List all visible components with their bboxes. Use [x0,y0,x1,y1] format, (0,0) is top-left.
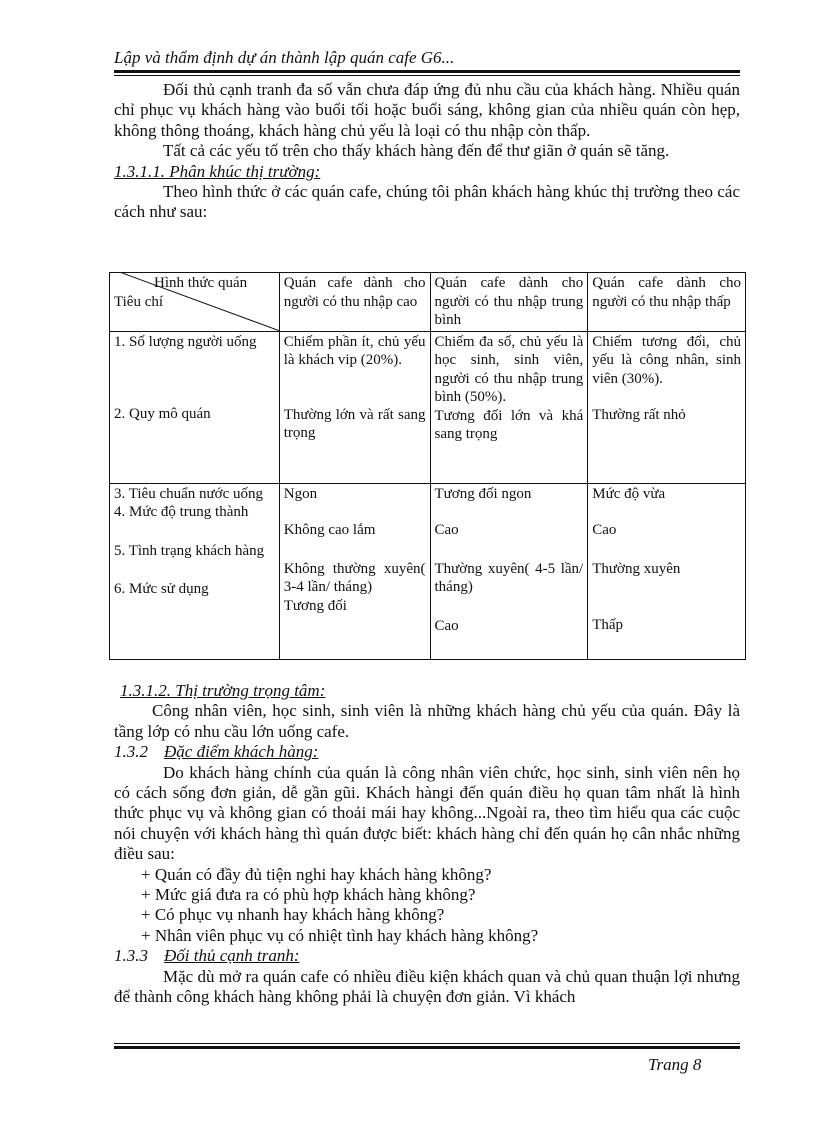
column-header-high: Quán cafe dành cho người có thu nhập cao [279,273,430,332]
section-133-number: 1.3.3 [114,946,148,966]
criteria-cell [110,331,280,483]
footer-rule-thin [114,1043,740,1044]
header-rule-thin [114,75,740,76]
criterion-2: 2. Quy mô quán [114,406,211,422]
section-1311-heading [114,162,740,182]
mid-cell [430,331,588,483]
intro-block [114,80,740,223]
lower-block [114,681,740,1008]
column-header-low: Quán cafe dành cho người có thu nhập thấp [588,273,746,332]
section-133-text: Mặc dù mở ra quán cafe có nhiều điều kiện khách quan và chủ quan thuận lợi nhưng để thành công khách hàng không phải là chuyện đơn giản. Vì khách [114,966,740,1007]
section-1312-heading [114,681,740,701]
high-cell [279,331,430,483]
high-cell [279,483,430,659]
high-criterion-5: Không thường xuyên( 3-4 lần/ tháng) [283,560,426,595]
diagonal-divider [110,273,280,331]
low-criterion-2: Thường rất nhỏ [592,407,686,423]
list-item: + Mức giá đưa ra có phù hợp khách hàng không? [141,885,476,905]
intro-paragraph-2: Tất cả các yếu tố trên cho thấy khách hàng đến để thư giãn ở quán sẽ tăng. [163,141,670,161]
low-criterion-5: Thường xuyên [592,560,681,577]
high-criterion-4: Không cao lắm [283,522,376,538]
high-criterion-6: Tương đối [283,597,347,614]
section-133-heading [114,946,740,966]
market-segment-table [109,272,746,660]
list-item: + Có phục vụ nhanh hay khách hàng không? [141,905,445,925]
high-criterion-3: Ngon [283,485,318,502]
list-item: + Quán có đầy đủ tiện nghi hay khách hàng không? [141,864,492,884]
corner-top-label: Hình thức quán [154,275,248,291]
section-133-heading-text: Đối thủ cạnh tranh: [164,946,300,966]
section-132-text: Do khách hàng chính của quán là công nhân viên chức, học sinh, sinh viên nên họ có cách sống đơn giản, dễ gần gũi. Khách hàngi đến quán điều họ quan tâm nhất là hình thức phục vụ và không gian có thoải mái hay không...Ngoài ra, theo tìm hiểu qua các cuộc nói chuyện với khách hàng thì quán được biết: khách hàng chỉ đến quán họ cân nhắc những điều sau: [114,762,740,864]
section-132-number: 1.3.2 [114,742,148,762]
table-header-row [110,273,746,332]
running-header: Lập và thẩm định dự án thành lập quán cafe G6... [114,48,455,67]
mid-criterion-4: Cao [434,522,459,538]
mid-criterion-6: Cao [434,617,459,634]
section-132-heading [114,742,740,762]
criterion-1: 1. Số lượng người uống [114,333,257,350]
table-row [110,483,746,659]
criteria-cell [110,483,280,659]
mid-criterion-3: Tương đối ngon [434,485,532,502]
low-criterion-1: Chiếm tương đối, chủ yếu là công nhân, sinh viên (30%). [592,333,741,387]
section-1312-text: Công nhân viên, học sinh, sinh viên là những khách hàng chủ yếu của quán. Đây là tầng lớp có nhu cầu lớn uống cafe. [114,701,740,741]
intro-paragraph-1: Đối thủ cạnh tranh đa số vẫn chưa đáp ứng đủ nhu cầu của khách hàng. Nhiều quán chỉ phục vụ khách hàng vào buổi tối hoặc buổi sáng, không gian của nhiều quán còn hẹp, không thông thoáng, khách hàng chủ yếu là loại có thu nhập còn thấp. [114,80,740,140]
mid-criterion-1: Chiếm đa số, chủ yếu là học sinh, sinh viên, người có thu nhập trung bình (50%). [434,333,584,405]
high-criterion-2: Thường lớn và rất sang trọng [283,406,426,441]
table-row [110,331,746,483]
low-criterion-4: Cao [592,522,617,538]
low-criterion-6: Thấp [592,617,624,633]
section-1311-heading-text: 1.3.1.1. Phân khúc thị trường: [114,161,321,181]
section-1312-heading-text: 1.3.1.2. Thị trường trọng tâm: [120,681,326,700]
mid-criterion-2: Tương đối lớn và khá sang trọng [434,407,584,442]
criterion-6: 6. Mức sử dụng [114,581,209,597]
criterion-3: 3. Tiêu chuẩn nước uống [114,485,263,502]
low-criterion-3: Mức độ vừa [592,485,666,502]
list-item: + Nhân viên phục vụ có nhiệt tình hay khách hàng không? [141,925,539,945]
criterion-4: 4. Mức độ trung thành [114,504,249,520]
column-header-mid: Quán cafe dành cho người có thu nhập trung bình [430,273,588,332]
high-criterion-1: Chiếm phần ít, chủ yếu là khách vip (20%). [283,333,426,368]
table-corner-cell [110,273,280,332]
section-132-heading-text: Đặc điểm khách hàng: [164,742,319,762]
header-rule-thick [114,70,740,73]
corner-bottom-label: Tiêu chí [114,293,164,310]
footer-rule-thick [114,1046,740,1049]
page-number: Trang 8 [648,1055,702,1074]
low-cell [588,483,746,659]
criterion-5: 5. Tình trạng khách hàng [114,542,265,559]
low-cell [588,331,746,483]
mid-criterion-5: Thường xuyên( 4-5 lần/ tháng) [434,560,584,595]
mid-cell [430,483,588,659]
section-1311-text: Theo hình thức ở các quán cafe, chúng tôi phân khách hàng khúc thị trường theo các cách như sau: [114,182,740,222]
